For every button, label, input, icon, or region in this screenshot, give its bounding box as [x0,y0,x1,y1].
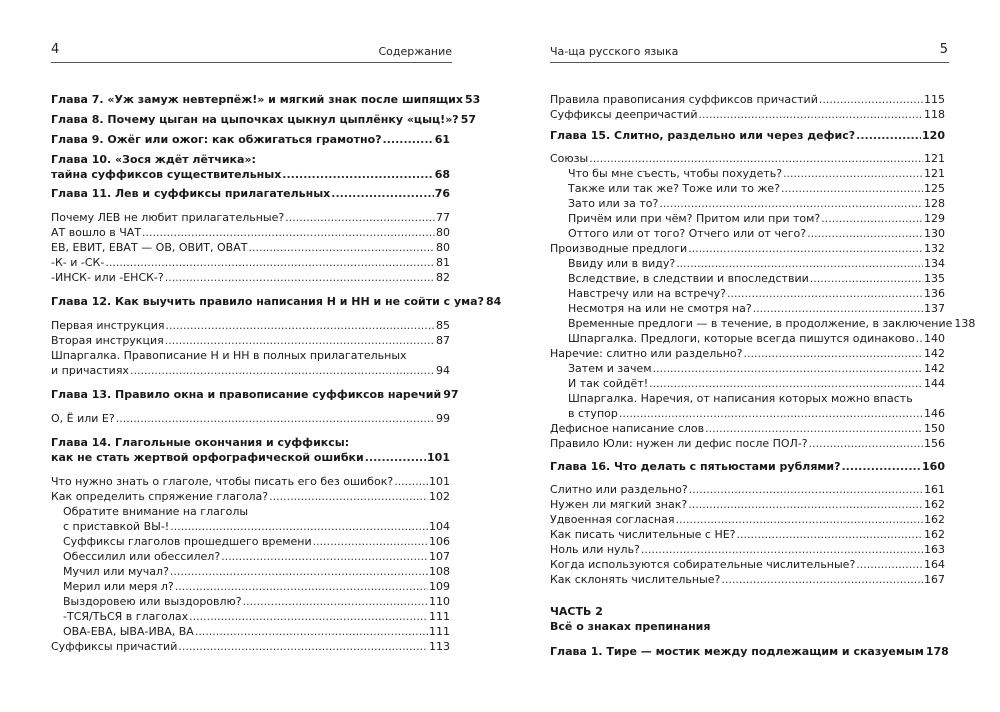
toc-entry[interactable]: Причём или при чём? Притом или при том? ..... 129 [550,211,945,226]
toc-entry[interactable]: Наречие: слитно или раздельно? ..... 142 [550,346,945,361]
toc-entry[interactable]: Слитно или раздельно? ..... 161 [550,482,945,497]
toc-entry[interactable]: Производные предлоги ..... 132 [550,241,945,256]
toc-entry[interactable]: Первая инструкция ..... 85 [51,318,450,333]
toc-entry[interactable]: Навстречу или на встречу? ..... 136 [550,286,945,301]
running-header: Содержание [378,45,452,58]
page-number: 4 [51,42,60,57]
running-header: Ча-ща русского языка [550,45,679,58]
toc-entry[interactable]: Ноль или нуль? ..... 163 [550,542,945,557]
toc-entry-line1: Глава 14. Глагольные окончания и суффиксы: [51,436,350,449]
toc-entry[interactable]: Удвоенная согласная ..... 162 [550,512,945,527]
toc-entry[interactable]: Суффиксы глаголов прошедшего времени ..... 106 [51,534,450,549]
toc-entry[interactable]: Как склонять числительные? ..... 167 [550,572,945,587]
toc-entry[interactable]: АТ вошло в ЧАТ ..... 80 [51,225,450,240]
toc-entry[interactable]: Зато или за то? ..... 128 [550,196,945,211]
toc-entry[interactable]: Также или так же? Тоже или то же? ..... 125 [550,181,945,196]
toc-entry[interactable]: Глава 13. Правило окна и правописание суффиксов наречий 97 [51,388,459,401]
toc-entry[interactable]: и причастиях ..... 94 [51,363,450,378]
toc-entry[interactable]: Вследствие, в следствии и впоследствии ..... 135 [550,271,945,286]
toc-entry[interactable]: тайна суффиксов существительных ..... 68 [51,167,450,182]
toc-left [51,92,502,654]
toc-entry[interactable]: ЕВ, ЕВИТ, ЕВАТ — ОВ, ОВИТ, ОВАТ ..... 80 [51,240,450,255]
toc-entry[interactable]: с приставкой ВЫ-! ..... 104 [51,519,450,534]
toc-entry-line1: Шпаргалка. Наречия, от написания которых можно впасть [568,392,913,405]
header-rule [51,62,452,63]
page-number: 5 [939,42,948,57]
toc-entry[interactable]: О, Ё или Е? ..... 99 [51,411,450,426]
toc-entry[interactable]: Выздоровею или выздоровлю? ..... 110 [51,594,450,609]
header-rule [550,62,949,63]
toc-entry[interactable]: Мерил или меря л? ..... 109 [51,579,450,594]
toc-entry[interactable]: Нужен ли мягкий знак? ..... 162 [550,497,945,512]
toc-entry[interactable]: Дефисное написание слов ..... 150 [550,421,945,436]
toc-entry[interactable]: Несмотря на или не смотря на? ..... 137 [550,301,945,316]
toc-entry[interactable]: -ТСЯ/ТЬСЯ в глаголах ..... 111 [51,609,450,624]
toc-entry[interactable]: -ИНСК- или -ЕНСК-? ..... 82 [51,270,450,285]
toc-entry[interactable]: Союзы ..... 121 [550,151,945,166]
toc-entry[interactable]: Шпаргалка. Предлоги, которые всегда пишутся одинаково ..... 140 [550,331,945,346]
toc-entry[interactable]: Глава 11. Лев и суффиксы прилагательных ..... 76 [51,186,450,201]
toc-entry[interactable]: Глава 1. Тире — мостик между подлежащим и сказуемым 178 [550,645,949,658]
toc-entry[interactable]: Правила правописания суффиксов причастий ..... 115 [550,92,945,107]
toc-entry[interactable]: Глава 15. Слитно, раздельно или через дефис? ..... 120 [550,128,945,143]
toc-entry[interactable]: Вторая инструкция ..... 87 [51,333,450,348]
toc-entry[interactable]: Затем и зачем ..... 142 [550,361,945,376]
toc-entry[interactable]: -К- и -СК- ..... 81 [51,255,450,270]
toc-entry[interactable]: Глава 12. Как выучить правило написания Н и НН и не сойти с ума? 84 [51,295,502,308]
toc-entry[interactable]: Оттого или от того? Отчего или от чего? ..... 130 [550,226,945,241]
toc-entry[interactable]: как не стать жертвой орфографической ошибки ..... 101 [51,450,450,465]
toc-entry[interactable]: Ввиду или в виду? ..... 134 [550,256,945,271]
part-title: Всё о знаках препинания [550,620,711,633]
toc-entry[interactable]: Что нужно знать о глаголе, чтобы писать его без ошибок? ..... 101 [51,474,450,489]
toc-entry[interactable]: Почему ЛЕВ не любит прилагательные? ..... 77 [51,210,450,225]
toc-entry-line1: Шпаргалка. Правописание Н и НН в полных прилагательных [51,349,407,362]
toc-entry[interactable]: в ступор ..... 146 [550,406,945,421]
toc-entry[interactable]: Глава 7. «Уж замуж невтерпёж!» и мягкий знак после шипящих 53 [51,93,481,106]
toc-entry[interactable]: Как определить спряжение глагола? ..... 102 [51,489,450,504]
toc-entry[interactable]: Как писать числительные с НЕ? ..... 162 [550,527,945,542]
toc-entry[interactable]: Глава 9. Ожёг или ожог: как обжигаться грамотно? ..... 61 [51,132,450,147]
toc-entry[interactable]: ОВА-ЕВА, ЫВА-ИВА, ВА ..... 111 [51,624,450,639]
toc-entry[interactable]: Глава 8. Почему цыган на цыпочках цыкнул цыплёнку «цыц!»? 57 [51,113,476,126]
toc-entry[interactable]: Что бы мне съесть, чтобы похудеть? ..... 121 [550,166,945,181]
toc-entry-line1: Обратите внимание на глаголы [63,505,249,518]
toc-entry[interactable]: Правило Юли: нужен ли дефис после ПОЛ-? ..... 156 [550,436,945,451]
toc-entry[interactable]: Суффиксы причастий ..... 113 [51,639,450,654]
toc-entry-line1: Глава 10. «Зося ждёт лётчика»: [51,153,256,166]
toc-right [550,92,976,659]
toc-entry[interactable]: Суффиксы деепричастий ..... 118 [550,107,945,122]
toc-entry[interactable]: Глава 16. Что делать с пятьюстами рублями? ..... 160 [550,459,945,474]
toc-entry[interactable]: И так сойдёт! ..... 144 [550,376,945,391]
toc-entry[interactable]: Временные предлоги — в течение, в продолжение, в заключение 138 [568,317,976,330]
toc-entry[interactable]: Когда используются собирательные числительные? ..... 164 [550,557,945,572]
toc-entry[interactable]: Обессилил или обессилел? ..... 107 [51,549,450,564]
toc-entry[interactable]: Мучил или мучал? ..... 108 [51,564,450,579]
right-page [500,0,1000,712]
part-label: ЧАСТЬ 2 [550,605,603,618]
